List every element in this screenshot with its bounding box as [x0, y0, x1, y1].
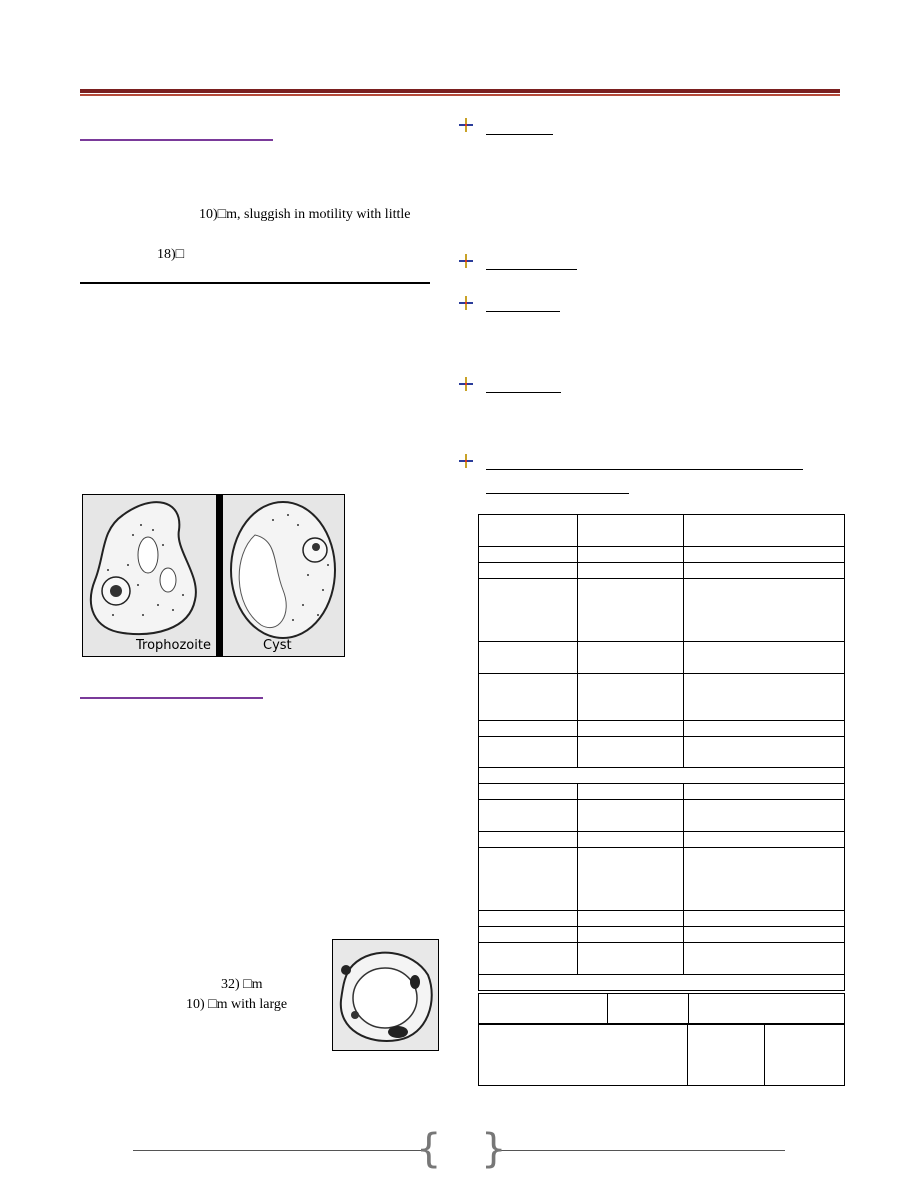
table-row — [479, 737, 845, 768]
bullet-icon — [459, 377, 473, 391]
table-row — [479, 547, 845, 563]
table-row — [479, 1024, 845, 1086]
table-row — [479, 975, 845, 991]
text-fragment-size-2: 18)□ — [157, 247, 185, 262]
footer-bracket-right-icon: } — [481, 1126, 507, 1172]
comparison-table-footer-a — [478, 993, 845, 1025]
figure-label-cyst: Cyst — [263, 638, 292, 653]
heading-underline-4 — [486, 392, 561, 393]
text-fragment-size-4: 10) □m with large — [186, 997, 288, 1012]
heading-underline-1 — [486, 134, 553, 135]
comparison-table-footer-b — [478, 1023, 845, 1086]
bullet-icon — [459, 118, 473, 132]
section-divider — [80, 282, 430, 284]
table-row — [479, 674, 845, 721]
table-row — [479, 721, 845, 737]
table-row — [479, 579, 845, 642]
cell-illustration-icon — [83, 495, 344, 656]
text-fragment-size-1: 10)□m, sluggish in motility with little — [199, 207, 411, 222]
footer-line-right — [495, 1150, 785, 1151]
bullet-icon — [459, 296, 473, 310]
comparison-table — [478, 514, 845, 991]
table-row — [479, 927, 845, 943]
table-row — [479, 848, 845, 911]
header-rule-accent — [80, 94, 840, 96]
bullet-icon — [459, 454, 473, 468]
section-heading-line-2 — [80, 697, 263, 699]
section-heading-line-1 — [80, 139, 273, 141]
table-row — [479, 832, 845, 848]
heading-underline-5a — [486, 469, 803, 470]
cell-illustration-icon — [333, 940, 438, 1050]
heading-underline-3 — [486, 311, 560, 312]
table-row — [479, 994, 845, 1025]
figure-label-trophozoite: Trophozoite — [136, 638, 211, 653]
heading-underline-5b — [486, 493, 629, 494]
table-row — [479, 642, 845, 674]
table-row — [479, 800, 845, 832]
bullet-icon — [459, 254, 473, 268]
table-row — [479, 563, 845, 579]
header-rule — [80, 89, 840, 93]
footer-bracket-left-icon: { — [416, 1126, 442, 1172]
heading-underline-2 — [486, 269, 577, 270]
footer-line-left — [133, 1150, 423, 1151]
figure-trophozoite-cyst — [82, 494, 345, 657]
text-fragment-size-3: 32) □m — [221, 977, 263, 992]
table-row — [479, 768, 845, 784]
table-row — [479, 911, 845, 927]
table-row — [479, 515, 845, 547]
table-row — [479, 784, 845, 800]
figure-cyst-2 — [332, 939, 439, 1051]
table-row — [479, 943, 845, 975]
